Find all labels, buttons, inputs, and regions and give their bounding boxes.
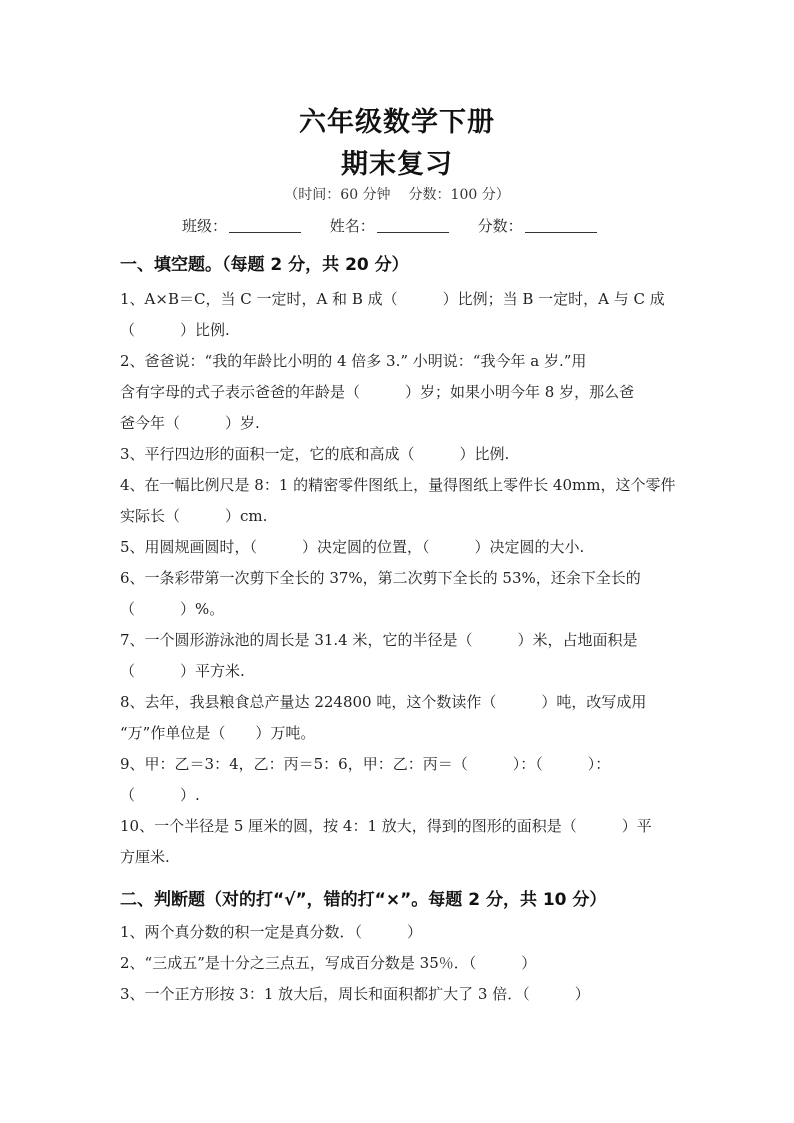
score-label: 分数：	[477, 217, 523, 235]
score-blank[interactable]	[525, 218, 597, 233]
page-title: 六年级数学下册	[299, 107, 495, 138]
question-line: （ ）平方米.	[120, 662, 245, 680]
name-blank[interactable]	[377, 218, 449, 233]
question-line: 8、去年，我县粮食总产量达 224800 吨，这个数读作（ ）吨，改写成用	[120, 693, 647, 711]
question-line: 1、两个真分数的积一定是真分数．（ ）	[120, 923, 423, 941]
name-field	[330, 215, 449, 236]
question-line: 2、爸爸说：“我的年龄比小明的 4 倍多 3.” 小明说：“我今年 a 岁.”用	[120, 352, 587, 370]
question-item	[120, 948, 680, 979]
section-heading-fill-blank: 一、填空题。（每题 2 分，共 20 分）	[120, 255, 409, 275]
question-line: 3、一个正方形按 3：1 放大后，周长和面积都扩大了 3 倍．（ ）	[120, 985, 590, 1003]
student-info-row	[182, 215, 642, 236]
question-line: （ ）%。	[120, 600, 225, 618]
question-line: 4、在一幅比例尺是 8：1 的精密零件图纸上，量得图纸上零件长 40mm，这个零件	[120, 476, 676, 494]
question-line: 10、一个半径是 5 厘米的圆，按 4：1 放大，得到的图形的面积是（ ）平	[120, 817, 652, 835]
question-line: 爸今年（ ）岁.	[120, 414, 260, 432]
question-line: 7、一个圆形游泳池的周长是 31.4 米，它的半径是（ ）米，占地面积是	[120, 631, 638, 649]
score-field	[478, 215, 597, 236]
question-item	[120, 687, 680, 749]
question-line: 1、A×B＝C，当 C 一定时，A 和 B 成（ ）比例；当 B 一定时，A 与 C 成	[120, 290, 665, 308]
question-line: 方厘米.	[120, 848, 170, 866]
question-line: 实际长（ ）cm.	[120, 507, 268, 525]
question-item	[120, 346, 680, 439]
question-line: （ ）比例.	[120, 321, 230, 339]
question-item	[120, 470, 680, 532]
time-limit-text: （时间：60 分钟	[284, 187, 391, 203]
question-line: 3、平行四边形的面积一定，它的底和高成（ ）比例.	[120, 445, 510, 463]
question-line: 9、甲：乙＝3：4，乙：丙＝5：6，甲：乙：丙＝（ ）：（ ）：	[120, 755, 611, 773]
question-line: 2、“三成五”是十分之三点五，写成百分数是 35％．（ ）	[120, 954, 537, 972]
question-item	[120, 811, 680, 873]
question-line: 含有字母的式子表示爸爸的年龄是（ ）岁；如果小明今年 8 岁，那么爸	[120, 383, 635, 401]
question-item	[120, 917, 680, 948]
question-item	[120, 563, 680, 625]
page-subtitle: 期末复习	[341, 149, 453, 180]
total-score-text: 分数：100 分）	[408, 187, 510, 203]
class-field	[182, 215, 301, 236]
question-line: 5、用圆规画圆时，（ ）决定圆的位置，（ ）决定圆的大小.	[120, 538, 585, 556]
question-item	[120, 284, 680, 346]
question-item	[120, 439, 680, 470]
class-blank[interactable]	[229, 218, 301, 233]
question-item	[120, 532, 680, 563]
name-label: 姓名：	[329, 217, 375, 235]
section-heading-true-false: 二、判断题（对的打“√”，错的打“×”。每题 2 分，共 10 分）	[120, 890, 607, 910]
question-line: “万”作单位是（ ）万吨。	[120, 724, 316, 742]
question-item	[120, 625, 680, 687]
exam-meta	[0, 184, 794, 204]
question-line: （ ）.	[120, 786, 200, 804]
question-item	[120, 979, 680, 1010]
class-label: 班级：	[182, 217, 228, 235]
question-item	[120, 749, 680, 811]
question-line: 6、一条彩带第一次剪下全长的 37%，第二次剪下全长的 53%，还余下全长的	[120, 569, 641, 587]
